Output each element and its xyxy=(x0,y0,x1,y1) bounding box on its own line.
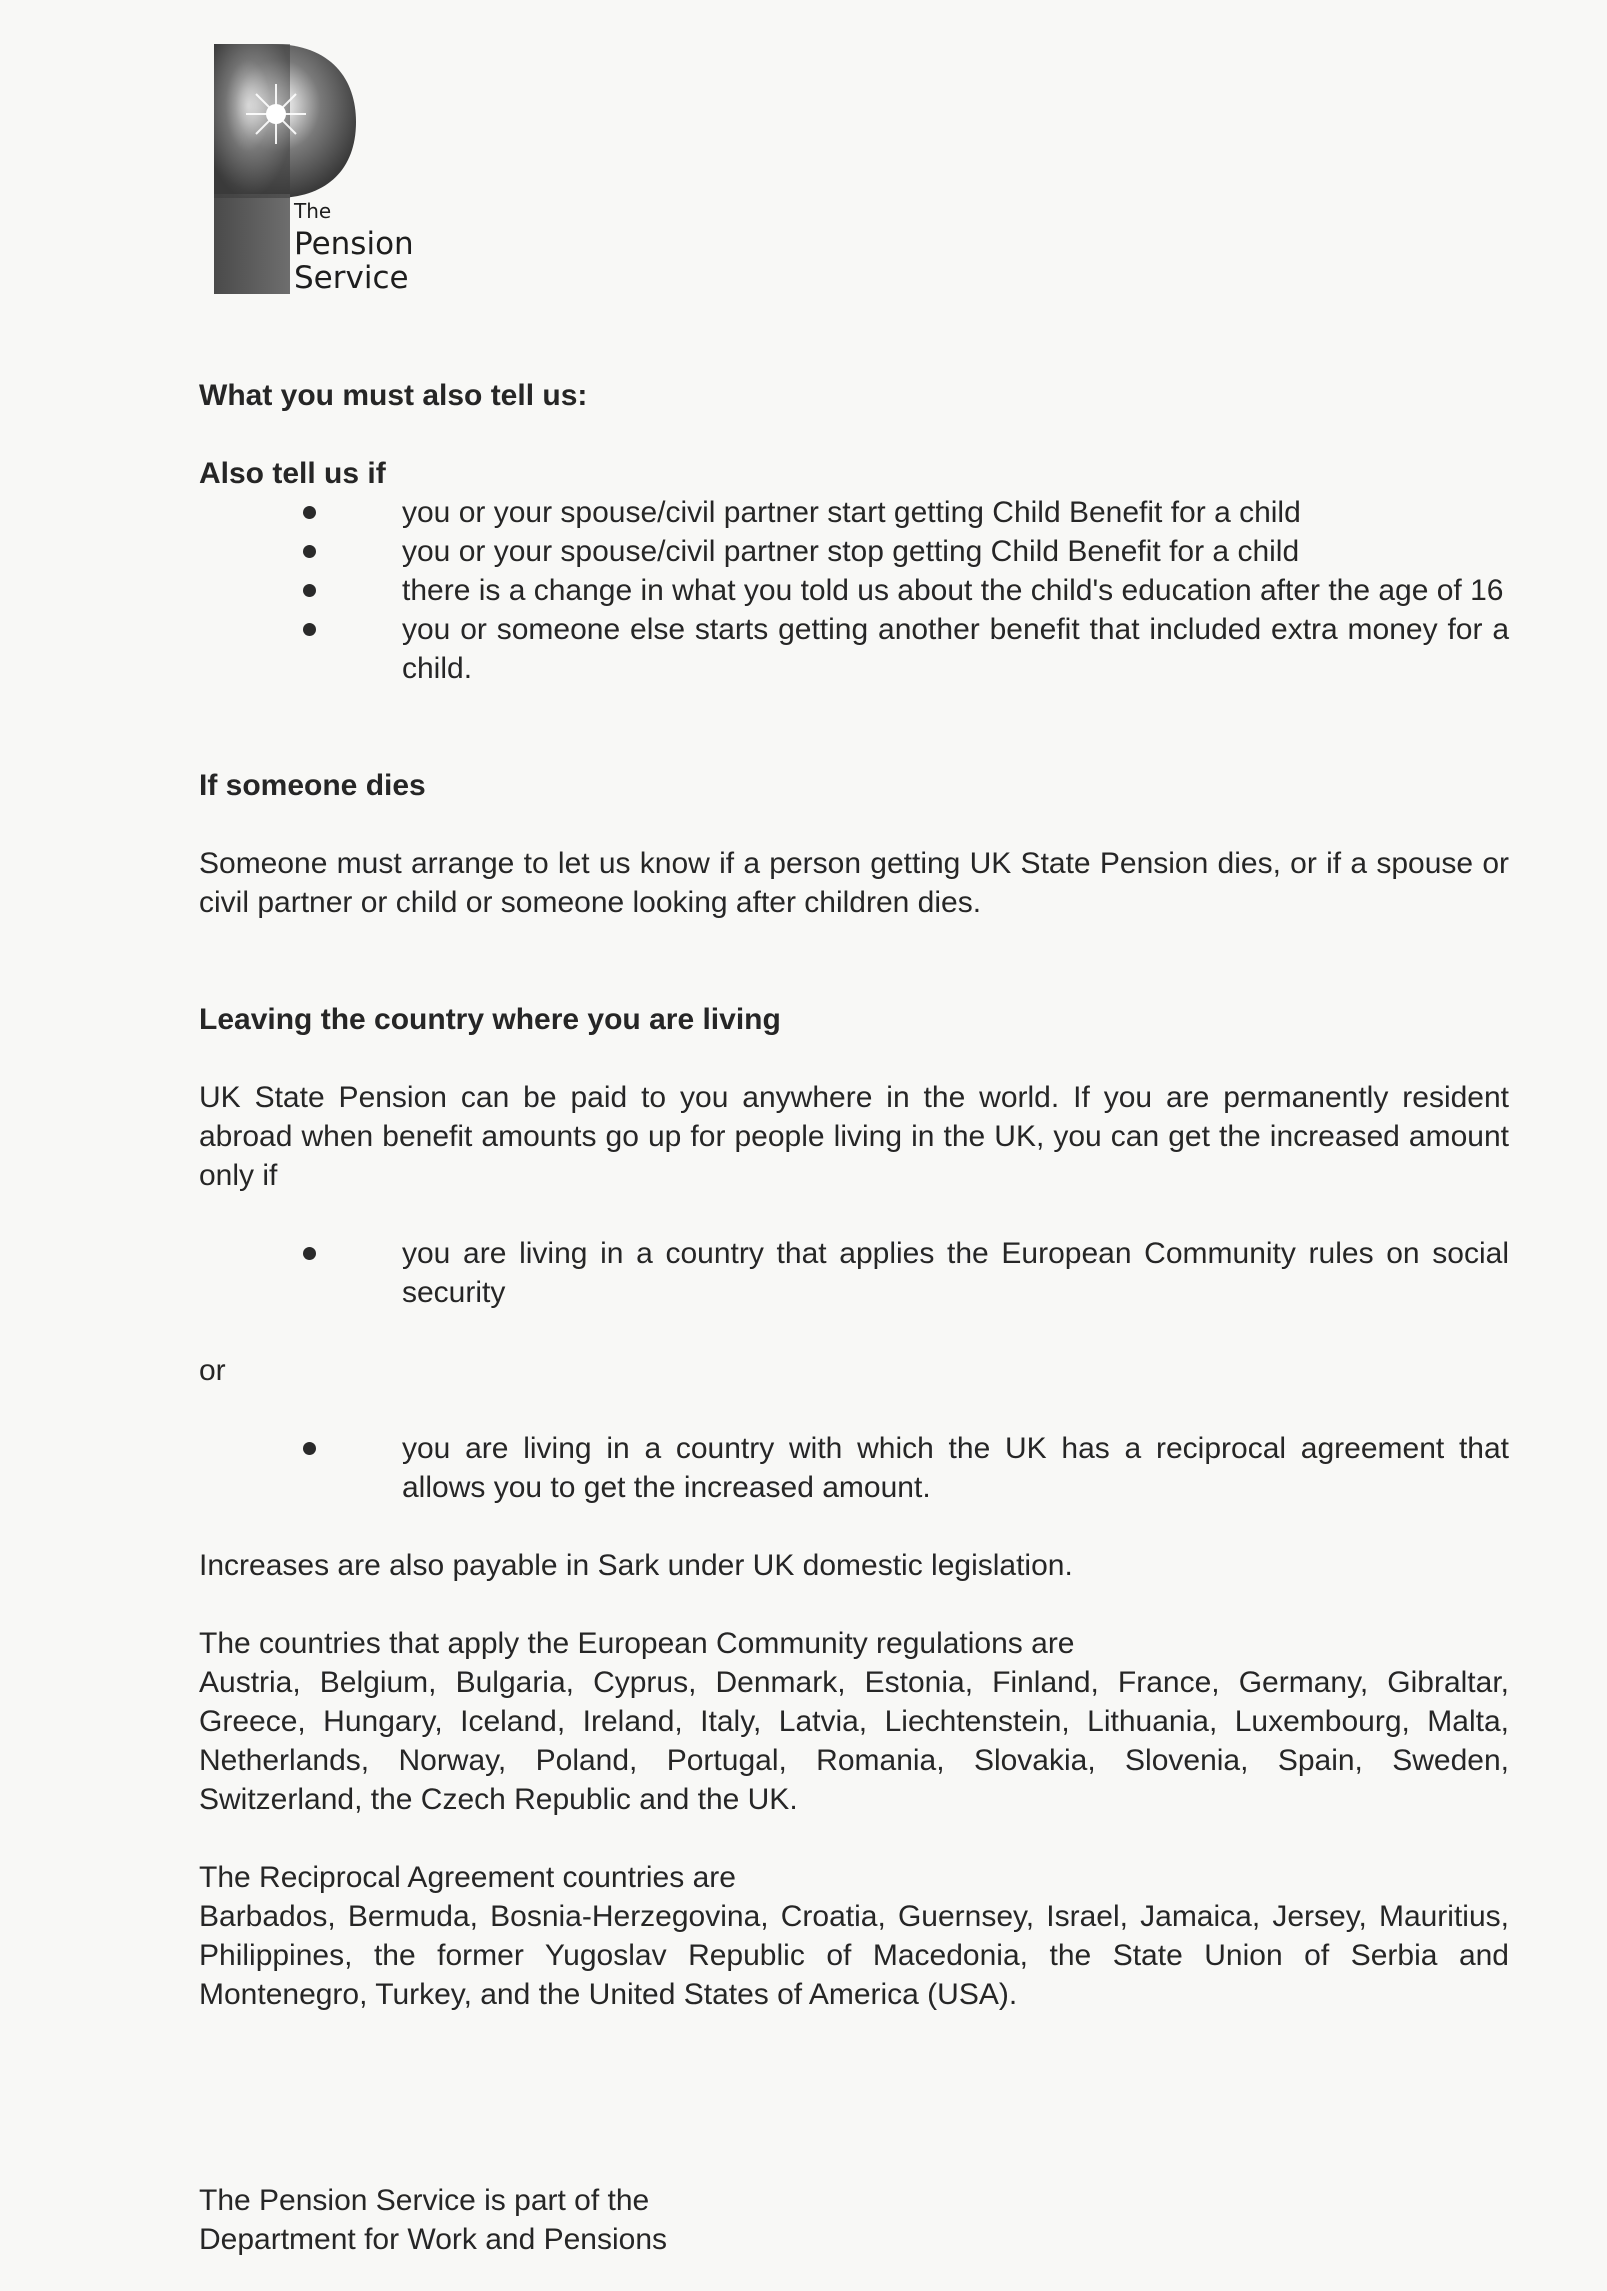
also-tell-us-heading: Also tell us if xyxy=(199,457,386,490)
letter-body xyxy=(199,376,1509,2014)
reciprocal-countries-intro: The Reciprocal Agreement countries are xyxy=(199,1861,736,1894)
bullet-icon xyxy=(303,584,316,597)
list-item-text: you or someone else starts getting another benefit that included extra money for a child. xyxy=(402,613,1509,685)
bullet-icon xyxy=(303,545,316,558)
list-item xyxy=(199,1429,1509,1507)
if-someone-dies-text: Someone must arrange to let us know if a person getting UK State Pension dies, or if a spouse or civil partner or child or someone looking after children dies. xyxy=(199,847,1509,919)
list-item-text: you or your spouse/civil partner stop getting Child Benefit for a child xyxy=(402,535,1300,568)
if-someone-dies-heading: If someone dies xyxy=(199,769,426,802)
or-text: or xyxy=(199,1354,226,1387)
footer-note xyxy=(199,2181,667,2259)
list-item-text: you are living in a country that applies the European Community rules on social security xyxy=(402,1237,1509,1309)
list-item-text: you are living in a country with which the UK has a reciprocal agreement that allows you to get the increased amount. xyxy=(402,1432,1509,1504)
list-item xyxy=(199,610,1509,688)
sark-text: Increases are also payable in Sark under UK domestic legislation. xyxy=(199,1549,1073,1582)
eu-countries-intro: The countries that apply the European Community regulations are xyxy=(199,1627,1075,1660)
logo-service-text: Service xyxy=(294,260,409,296)
reciprocal-countries-list: Barbados, Bermuda, Bosnia-Herzegovina, Croatia, Guernsey, Israel, Jamaica, Jersey, Mauritius, Philippines, the former Yugoslav Republic of Macedonia, the State Union of Serbia and Montenegro, Turkey, and the United States of America (USA). xyxy=(199,1900,1509,2011)
footer-line-2: Department for Work and Pensions xyxy=(199,2223,668,2256)
eu-countries-list: Austria, Belgium, Bulgaria, Cyprus, Denmark, Estonia, Finland, France, Germany, Gibraltar, Greece, Hungary, Iceland, Ireland, Italy, Latvia, Liechtenstein, Lithuania, Luxembourg, Malta, Netherlands, Norway, Poland, Portugal, Romania, Slovakia, Slovenia, Spain, Sweden, Switzerland, the Czech Republic and the UK. xyxy=(199,1666,1509,1816)
bullet-icon xyxy=(303,1247,316,1260)
logo-pension-text: Pension xyxy=(294,226,414,262)
bullet-icon xyxy=(303,1442,316,1455)
child-benefit-list xyxy=(199,493,1509,688)
list-item xyxy=(199,532,1509,571)
eu-rules-list xyxy=(199,1234,1509,1312)
list-item xyxy=(199,493,1509,532)
logo-wordmark xyxy=(294,201,414,295)
reciprocal-list xyxy=(199,1429,1509,1507)
list-item-text: there is a change in what you told us about the child's education after the age of 16 xyxy=(402,574,1504,607)
leaving-country-intro: UK State Pension can be paid to you anywhere in the world. If you are permanently resident abroad when benefit amounts go up for people living in the UK, you can get the increased amount only if xyxy=(199,1081,1509,1192)
bullet-icon xyxy=(303,623,316,636)
footer-line-1: The Pension Service is part of the xyxy=(199,2184,650,2217)
what-you-must-tell-heading: What you must also tell us: xyxy=(199,379,588,412)
list-item xyxy=(199,1234,1509,1312)
list-item-text: you or your spouse/civil partner start getting Child Benefit for a child xyxy=(402,496,1301,529)
leaving-country-heading: Leaving the country where you are living xyxy=(199,1003,781,1036)
list-item xyxy=(199,571,1509,610)
logo-the-text: The xyxy=(294,199,332,223)
bullet-icon xyxy=(303,506,316,519)
pension-service-logo xyxy=(214,44,434,294)
